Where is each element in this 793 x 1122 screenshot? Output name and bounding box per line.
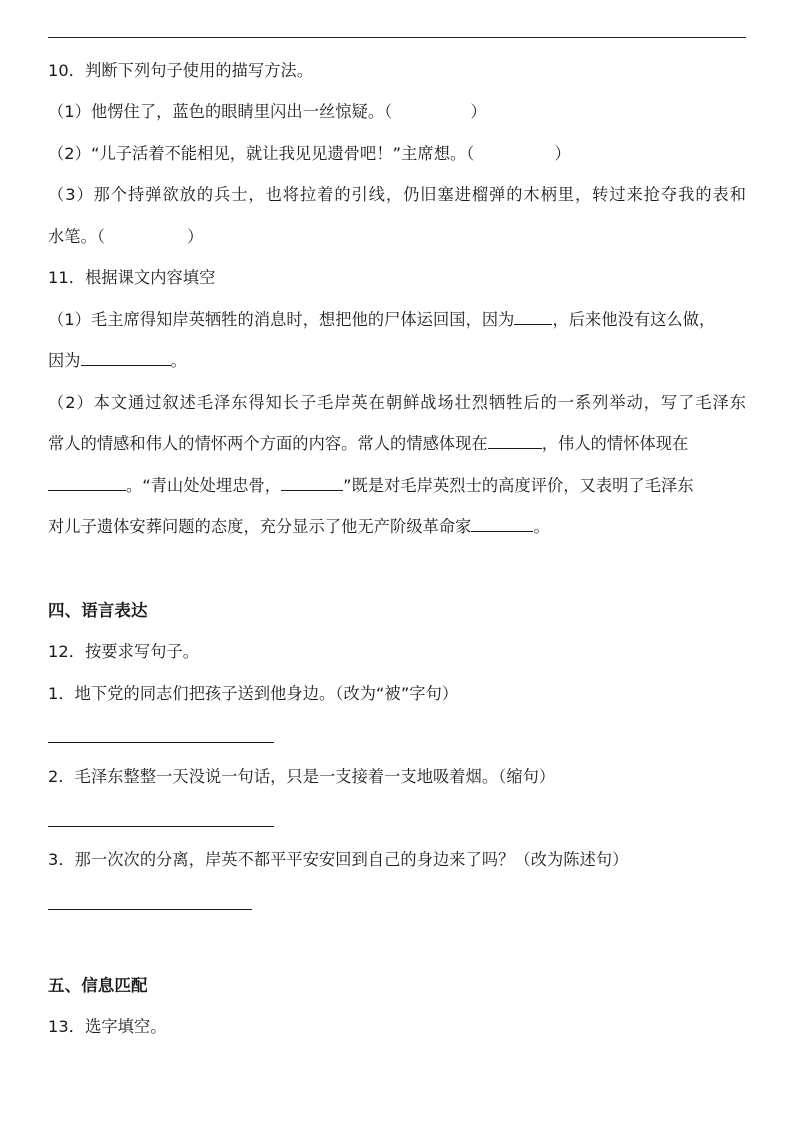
q10-s3-text: 水笔。（ — [48, 227, 106, 246]
q11-blank-4[interactable] — [48, 476, 126, 491]
q11-p2-line-2 — [48, 434, 688, 454]
header-rule — [48, 37, 746, 38]
q11-blank-6[interactable] — [471, 517, 533, 532]
q10-s3-close: ） — [187, 227, 204, 246]
q12-item-2: 2．毛泽东整整一天没说一句话，只是一支接着一支地吸着烟。（缩句） — [48, 767, 556, 786]
q10-s1-text: （1）他愣住了，蓝色的眼睛里闪出一丝惊疑。（ — [48, 102, 393, 121]
q12-item-3: 3．那一次次的分离，岸英不都平平安安回到自己的身边来了吗？（改为陈述句） — [48, 850, 629, 869]
q11-p2-l4b: 。 — [533, 517, 550, 536]
q11-p2-l2b: ，伟人的情怀体现在 — [541, 434, 689, 453]
q11-p1-d: 。 — [170, 351, 187, 370]
q10-s1-close: ） — [470, 102, 487, 121]
q10-s2-text: （2）“儿子活着不能相见，就让我见见遗骨吧！”主席想。（ — [48, 144, 475, 163]
q11-title: 11．根据课文内容填空 — [48, 268, 216, 287]
q11-p2-l3b: ”既是对毛岸英烈士的高度评价，又表明了毛泽东 — [343, 476, 694, 495]
q12-item-3-answer-line[interactable] — [48, 909, 252, 910]
q12-item-1: 1．地下党的同志们把孩子送到他身边。（改为“被”字句） — [48, 684, 459, 703]
q11-p2-l3a: 。“青山处处埋忠骨， — [126, 476, 282, 495]
q11-p1-a: （1）毛主席得知岸英牺牲的消息时，想把他的尸体运回国，因为 — [48, 310, 515, 329]
q11-p2-l2a: 常人的情感和伟人的情怀两个方面的内容。常人的情感体现在 — [48, 434, 488, 453]
q11-blank-2[interactable] — [81, 351, 171, 366]
q10-sentence-1 — [48, 102, 487, 122]
q11-p1-b: ，后来他没有这么做， — [552, 310, 716, 329]
q12-title: 12．按要求写句子。 — [48, 642, 200, 661]
section-5-heading: 五、信息匹配 — [48, 976, 148, 995]
q12-item-1-answer-line[interactable] — [48, 742, 274, 743]
q10-sentence-2 — [48, 144, 571, 164]
q12-item-2-answer-line[interactable] — [48, 826, 274, 827]
q10-s2-close: ） — [554, 144, 571, 163]
section-4-heading: 四、语言表达 — [48, 601, 148, 620]
q11-p2-line-3 — [48, 476, 694, 496]
q10-sentence-3-line-2 — [48, 227, 203, 247]
q11-p1-line-1 — [48, 310, 715, 330]
q13-title: 13．选字填空。 — [48, 1017, 167, 1036]
q10-title: 10．判断下列句子使用的描写方法。 — [48, 61, 314, 80]
q10-sentence-3-line-1: （3）那个持弹欲放的兵士，也将拉着的引线，仍旧塞进榴弹的木柄里，转过来抢夺我的表和 — [48, 185, 746, 204]
q11-blank-1[interactable] — [514, 310, 552, 325]
q11-blank-3[interactable] — [488, 434, 542, 449]
q11-blank-5[interactable] — [281, 476, 343, 491]
q11-p2-line-1: （2）本文通过叙述毛泽东得知长子毛岸英在朝鲜战场壮烈牺牲后的一系列举动，写了毛泽东 — [48, 393, 746, 412]
q11-p1-c: 因为 — [48, 351, 81, 370]
q11-p1-line-2 — [48, 351, 187, 371]
q11-p2-line-4 — [48, 517, 550, 537]
q11-p2-l4a: 对儿子遗体安葬问题的态度，充分显示了他无产阶级革命家 — [48, 517, 472, 536]
